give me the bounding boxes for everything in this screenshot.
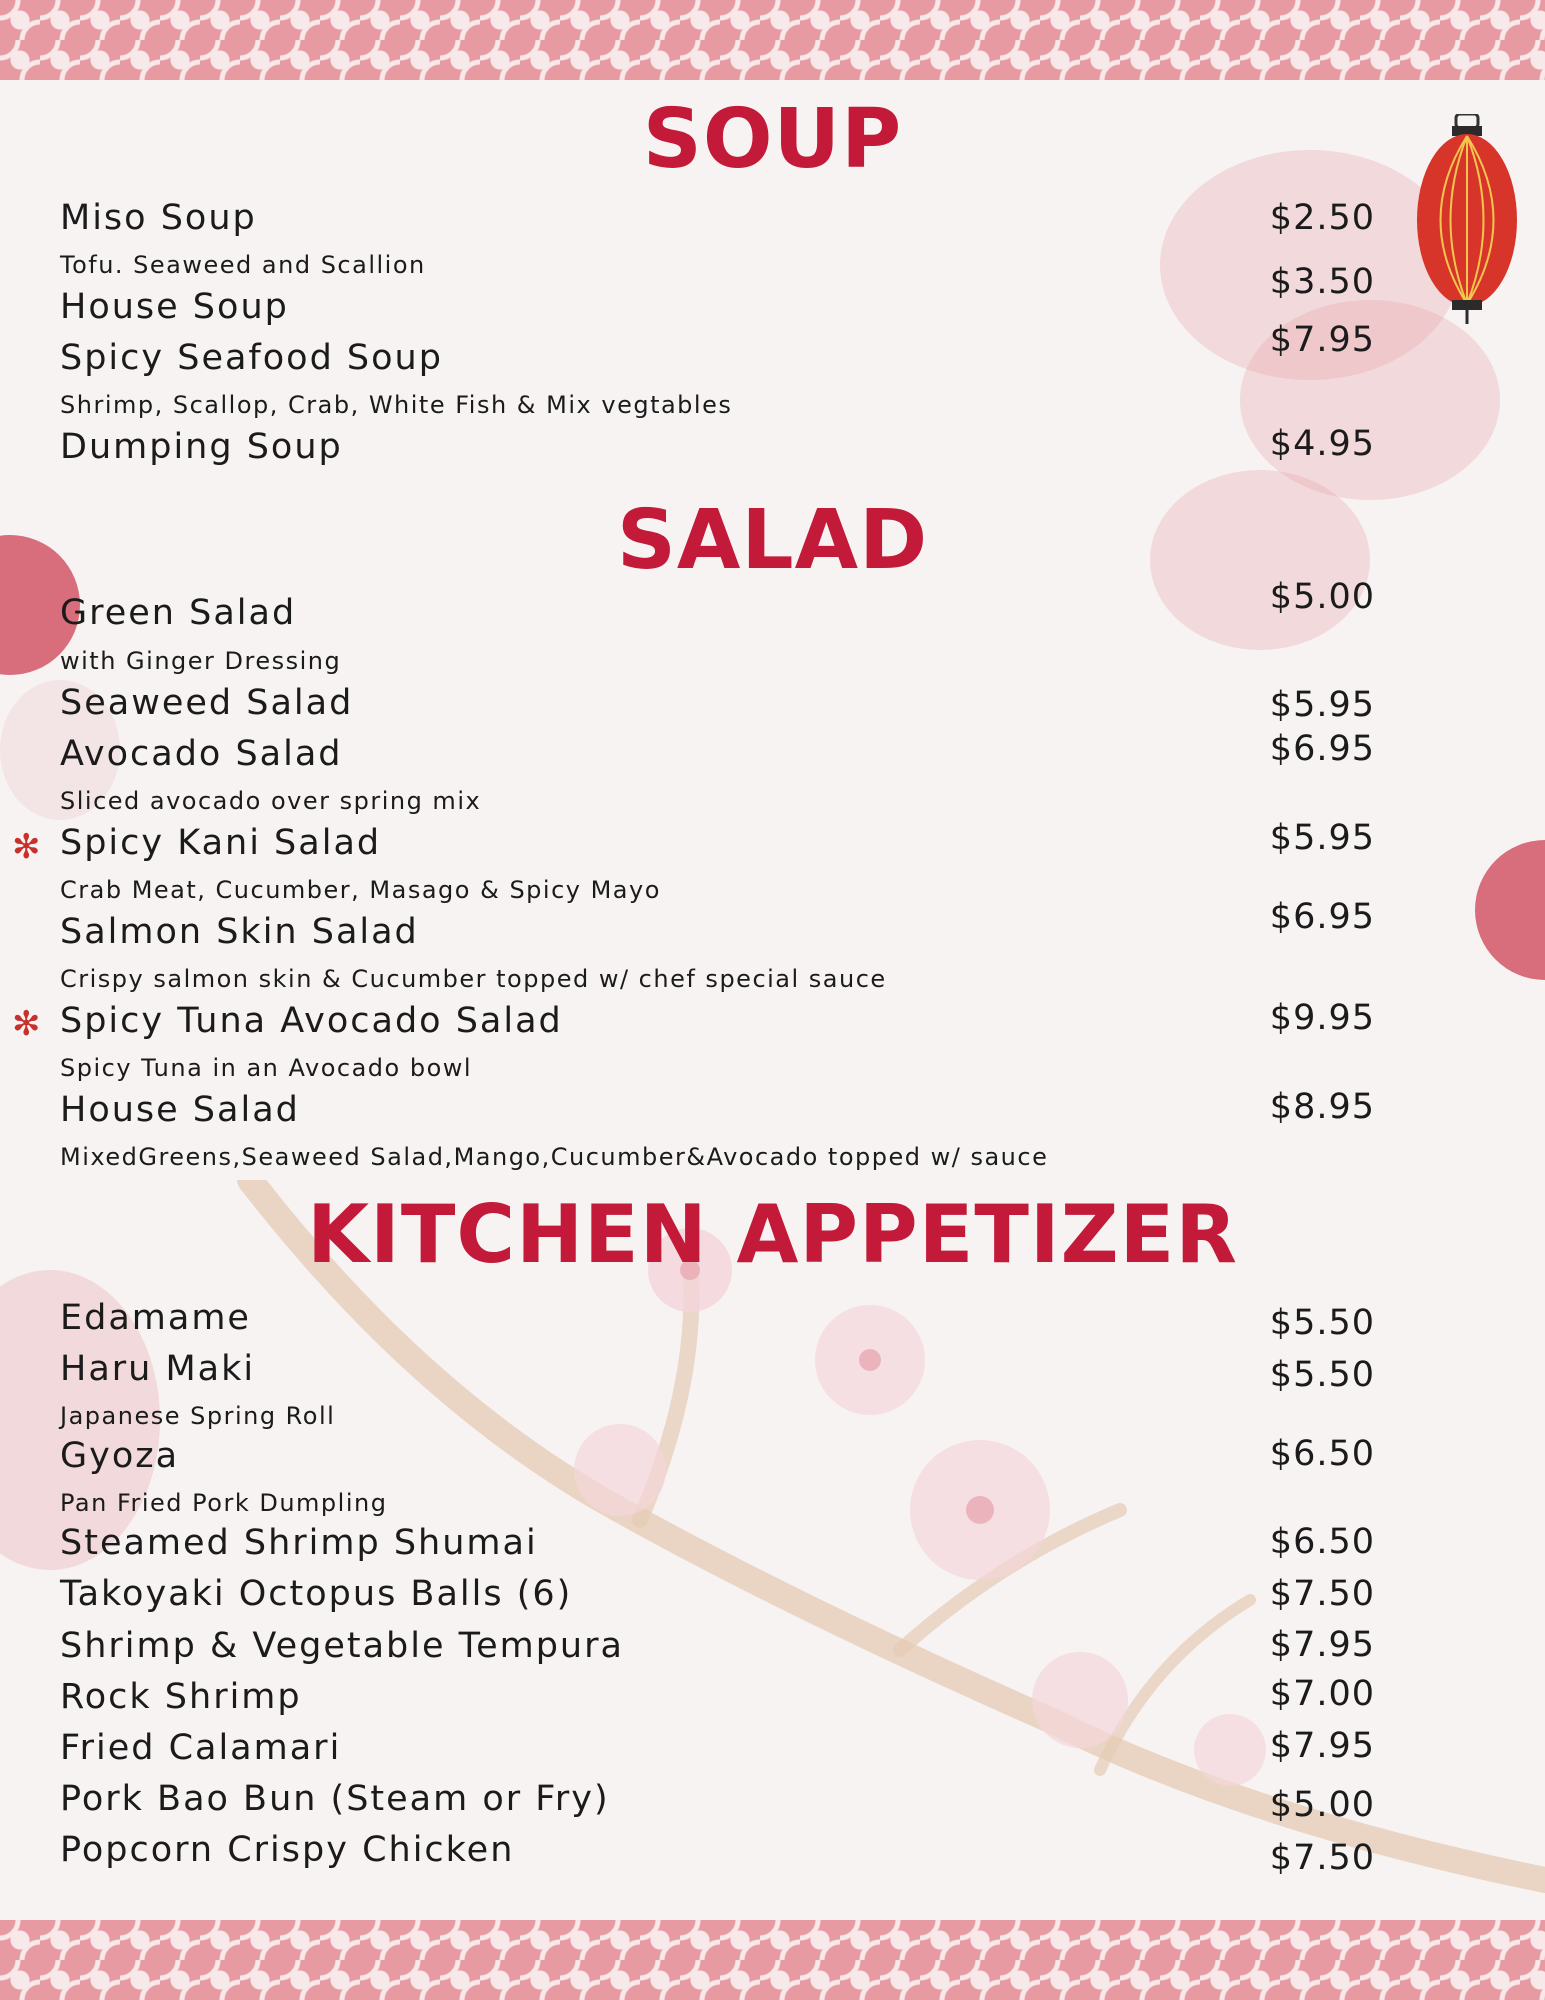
section-title-soup: SOUP — [642, 92, 903, 187]
menu-item-price: $8.95 — [1269, 1087, 1375, 1127]
menu-item-name: House Soup — [60, 287, 289, 327]
menu-item-description: Crispy salmon skin & Cucumber topped w/ chef special sauce — [60, 965, 887, 993]
menu-item-name: Miso Soup — [60, 198, 257, 238]
section-title-kitchen-appetizer: KITCHEN APPETIZER — [307, 1188, 1238, 1281]
menu-item-description: Japanese Spring Roll — [60, 1402, 336, 1430]
menu-item-name: Spicy Seafood Soup — [60, 338, 443, 378]
pink-circle-decoration — [1475, 840, 1545, 980]
menu-item-price: $5.95 — [1269, 818, 1375, 858]
menu-item-price: $7.00 — [1269, 1674, 1375, 1714]
menu-item-price: $3.50 — [1269, 262, 1375, 302]
menu-item-name: Rock Shrimp — [60, 1677, 302, 1717]
menu-item-price: $5.00 — [1269, 577, 1375, 617]
menu-item-price: $5.00 — [1269, 1785, 1375, 1825]
menu-item-price: $7.95 — [1269, 320, 1375, 360]
menu-item-price: $4.95 — [1269, 424, 1375, 464]
menu-item-name: House Salad — [60, 1090, 300, 1130]
menu-item-name: Steamed Shrimp Shumai — [60, 1523, 538, 1563]
menu-item-price: $7.50 — [1269, 1838, 1375, 1878]
menu-item-price: $5.50 — [1269, 1303, 1375, 1343]
menu-item-name: Salmon Skin Salad — [60, 912, 419, 952]
menu-item-description: Spicy Tuna in an Avocado bowl — [60, 1054, 473, 1082]
bottom-pattern-border — [0, 1920, 1545, 2000]
spicy-asterisk-icon: ✻ — [12, 827, 41, 867]
menu-item-description: Pan Fried Pork Dumpling — [60, 1489, 388, 1517]
menu-item-price: $7.50 — [1269, 1574, 1375, 1614]
menu-item-price: $2.50 — [1269, 198, 1375, 238]
menu-item-name: Haru Maki — [60, 1349, 256, 1389]
menu-item-name: Dumping Soup — [60, 427, 343, 467]
menu-item-price: $6.95 — [1269, 897, 1375, 937]
menu-item-description: MixedGreens,Seaweed Salad,Mango,Cucumber&Avocado topped w/ sauce — [60, 1143, 1049, 1171]
menu-item-name: Pork Bao Bun (Steam or Fry) — [60, 1779, 610, 1819]
menu-item-price: $6.95 — [1269, 729, 1375, 769]
menu-item-name: Spicy Kani Salad — [60, 823, 382, 863]
menu-item-name: Seaweed Salad — [60, 683, 354, 723]
menu-item-price: $9.95 — [1269, 998, 1375, 1038]
menu-item-name: Fried Calamari — [60, 1728, 342, 1768]
menu-item-price: $6.50 — [1269, 1434, 1375, 1474]
menu-item-name: Takoyaki Octopus Balls (6) — [60, 1574, 573, 1614]
menu-item-price: $5.50 — [1269, 1355, 1375, 1395]
menu-item-description: Shrimp, Scallop, Crab, White Fish & Mix vegtables — [60, 391, 733, 419]
menu-item-name: Gyoza — [60, 1436, 180, 1476]
top-pattern-border — [0, 0, 1545, 80]
menu-item-name: Green Salad — [60, 593, 297, 633]
menu-item-price: $7.95 — [1269, 1726, 1375, 1766]
menu-item-price: $6.50 — [1269, 1522, 1375, 1562]
menu-item-price: $7.95 — [1269, 1625, 1375, 1665]
menu-item-name: Popcorn Crispy Chicken — [60, 1830, 515, 1870]
menu-item-description: Sliced avocado over spring mix — [60, 787, 482, 815]
spicy-asterisk-icon: ✻ — [12, 1004, 41, 1044]
menu-item-price: $5.95 — [1269, 685, 1375, 725]
menu-item-name: Shrimp & Vegetable Tempura — [60, 1626, 624, 1666]
menu-item-name: Avocado Salad — [60, 734, 343, 774]
menu-item-name: Edamame — [60, 1298, 251, 1338]
section-title-salad: SALAD — [616, 493, 929, 588]
menu-item-description: Crab Meat, Cucumber, Masago & Spicy Mayo — [60, 876, 661, 904]
menu-item-description: with Ginger Dressing — [60, 647, 342, 675]
menu-item-description: Tofu. Seaweed and Scallion — [60, 251, 426, 279]
menu-item-name: Spicy Tuna Avocado Salad — [60, 1001, 563, 1041]
